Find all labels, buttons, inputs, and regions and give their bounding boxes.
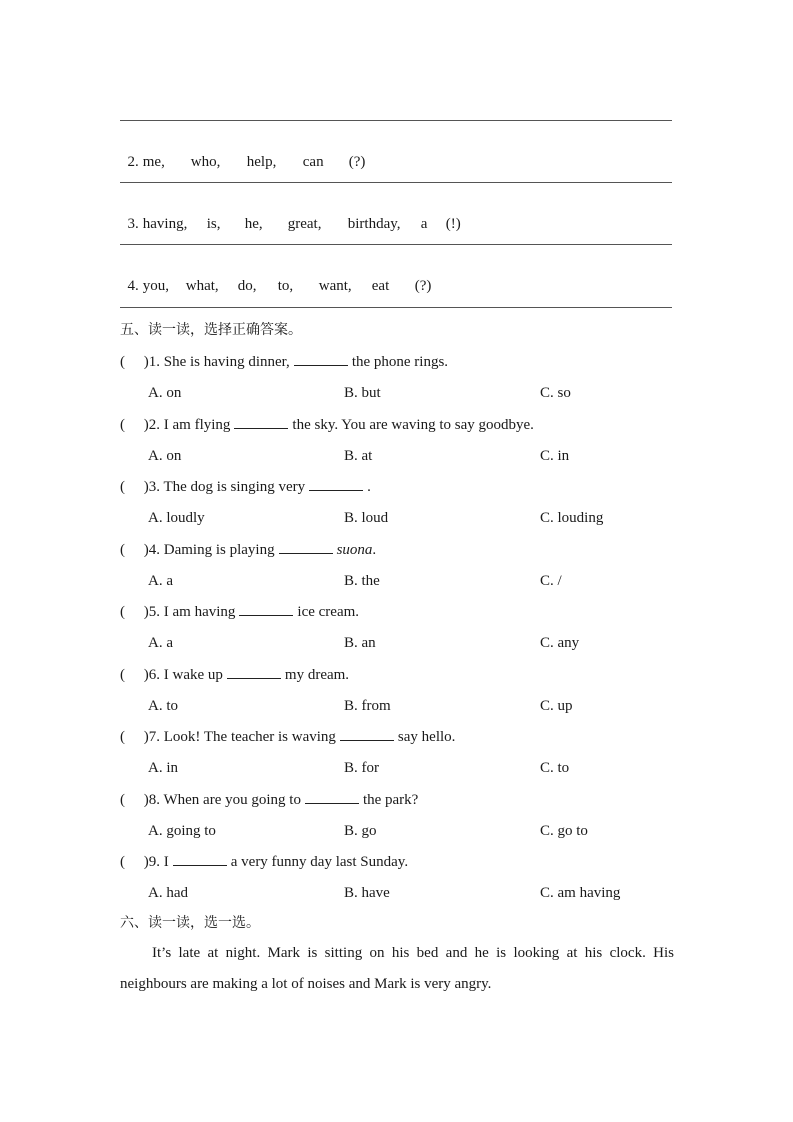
answer-line[interactable]	[120, 120, 672, 121]
answer-bracket[interactable]: ( )	[120, 354, 149, 370]
section-6-title: 六、读一读，选一选。	[120, 915, 260, 931]
word: can	[302, 154, 324, 170]
blank	[305, 791, 359, 804]
question-text-after: my dream.	[284, 667, 350, 683]
question-text-before: When are you going to	[163, 792, 301, 808]
question-text-after: the phone rings.	[351, 354, 449, 370]
question-number: 2.	[148, 417, 160, 433]
question-4	[120, 541, 376, 559]
reorder-item-2	[120, 135, 365, 171]
answer-bracket[interactable]: ( )	[120, 729, 149, 745]
option-c[interactable]: C. to	[540, 760, 570, 776]
blank	[279, 541, 333, 554]
question-text-after: .	[367, 479, 371, 495]
question-6	[120, 666, 349, 684]
option-c[interactable]: C. go to	[540, 823, 588, 839]
word: want,	[318, 278, 352, 294]
option-a[interactable]: A. loudly	[148, 510, 205, 526]
word: you,	[142, 278, 169, 294]
question-text-after: a very funny day last Sunday.	[230, 854, 409, 870]
option-c[interactable]: C. any	[540, 635, 580, 651]
option-c[interactable]: C. am having	[540, 885, 621, 901]
item-number: 3.	[127, 216, 139, 232]
question-text-after: the park?	[362, 792, 419, 808]
option-a[interactable]: A. a	[148, 573, 173, 589]
word: me,	[142, 154, 165, 170]
word: birthday,	[347, 216, 401, 232]
answer-bracket[interactable]: ( )	[120, 542, 149, 558]
question-number: 3.	[148, 479, 160, 495]
question-text-before: The dog is singing very	[163, 479, 306, 495]
question-number: 5.	[148, 604, 160, 620]
option-c[interactable]: C. in	[540, 448, 570, 464]
option-c[interactable]: C. /	[540, 573, 562, 589]
answer-bracket[interactable]: ( )	[120, 667, 149, 683]
question-5	[120, 603, 359, 621]
question-number: 7.	[148, 729, 160, 745]
option-a[interactable]: A. going to	[148, 823, 216, 839]
option-c[interactable]: C. louding	[540, 510, 604, 526]
question-text-after: ice cream.	[297, 604, 360, 620]
word: help,	[246, 154, 277, 170]
question-7	[120, 728, 455, 746]
question-9	[120, 853, 408, 871]
word: eat	[371, 278, 390, 294]
word: (?)	[414, 278, 432, 294]
question-text-after: .	[372, 542, 377, 558]
question-number: 4.	[148, 542, 160, 558]
answer-line[interactable]	[120, 182, 672, 183]
question-text-before: I wake up	[163, 667, 223, 683]
word: what,	[185, 278, 219, 294]
option-b[interactable]: B. loud	[344, 510, 389, 526]
word: he,	[244, 216, 263, 232]
item-number: 2.	[127, 154, 139, 170]
option-a[interactable]: A. a	[148, 635, 173, 651]
answer-bracket[interactable]: ( )	[120, 417, 149, 433]
section-5-title: 五、读一读，选择正确答案。	[120, 322, 302, 338]
word: (?)	[348, 154, 366, 170]
option-a[interactable]: A. on	[148, 385, 182, 401]
question-number: 1.	[148, 354, 160, 370]
option-a[interactable]: A. in	[148, 760, 178, 776]
question-text-before: She is having dinner,	[163, 354, 290, 370]
question-text-after: say hello.	[397, 729, 456, 745]
option-b[interactable]: B. have	[344, 885, 390, 901]
word: to,	[277, 278, 294, 294]
option-b[interactable]: B. from	[344, 698, 391, 714]
question-2	[120, 416, 534, 434]
answer-line[interactable]	[120, 307, 672, 308]
option-a[interactable]: A. had	[148, 885, 188, 901]
option-a[interactable]: A. on	[148, 448, 182, 464]
answer-bracket[interactable]: ( )	[120, 479, 149, 495]
word: who,	[190, 154, 221, 170]
option-c[interactable]: C. up	[540, 698, 573, 714]
answer-line[interactable]	[120, 244, 672, 245]
blank	[239, 603, 293, 616]
option-a[interactable]: A. to	[148, 698, 178, 714]
question-1	[120, 353, 448, 371]
answer-bracket[interactable]: ( )	[120, 604, 149, 620]
option-b[interactable]: B. at	[344, 448, 373, 464]
blank	[309, 478, 363, 491]
word: (!)	[445, 216, 461, 232]
option-b[interactable]: B. go	[344, 823, 377, 839]
option-b[interactable]: B. for	[344, 760, 379, 776]
blank	[227, 666, 281, 679]
blank	[234, 416, 288, 429]
question-8	[120, 791, 418, 809]
blank	[173, 853, 227, 866]
word: is,	[206, 216, 221, 232]
question-3	[120, 478, 371, 496]
question-number: 9.	[148, 854, 160, 870]
question-number: 6.	[148, 667, 160, 683]
word: do,	[237, 278, 257, 294]
reading-passage: It’s late at night. Mark is sitting on his bed and he is looking at his clock. His neighbours are making a lot of noises and Mark is very angry.	[120, 945, 674, 992]
option-b[interactable]: B. an	[344, 635, 376, 651]
reorder-item-3	[120, 197, 461, 233]
question-text-before: I am having	[163, 604, 236, 620]
question-text-after: the sky. You are waving to say goodbye.	[292, 417, 534, 433]
question-text-before: I	[163, 854, 169, 870]
question-text-before: Daming is playing	[163, 542, 275, 558]
blank	[294, 353, 348, 366]
answer-bracket[interactable]: ( )	[120, 854, 149, 870]
question-number: 8.	[148, 792, 160, 808]
word: having,	[142, 216, 188, 232]
blank	[340, 728, 394, 741]
question-text-before: I am flying	[163, 417, 231, 433]
answer-bracket[interactable]: ( )	[120, 792, 149, 808]
question-text-before: Look! The teacher is waving	[163, 729, 336, 745]
option-b[interactable]: B. the	[344, 573, 380, 589]
reorder-item-4	[120, 259, 431, 295]
item-number: 4.	[127, 278, 139, 294]
word: great,	[287, 216, 322, 232]
option-b[interactable]: B. but	[344, 385, 381, 401]
word: a	[420, 216, 428, 232]
question-text-italic: suona	[336, 542, 373, 558]
option-c[interactable]: C. so	[540, 385, 571, 401]
